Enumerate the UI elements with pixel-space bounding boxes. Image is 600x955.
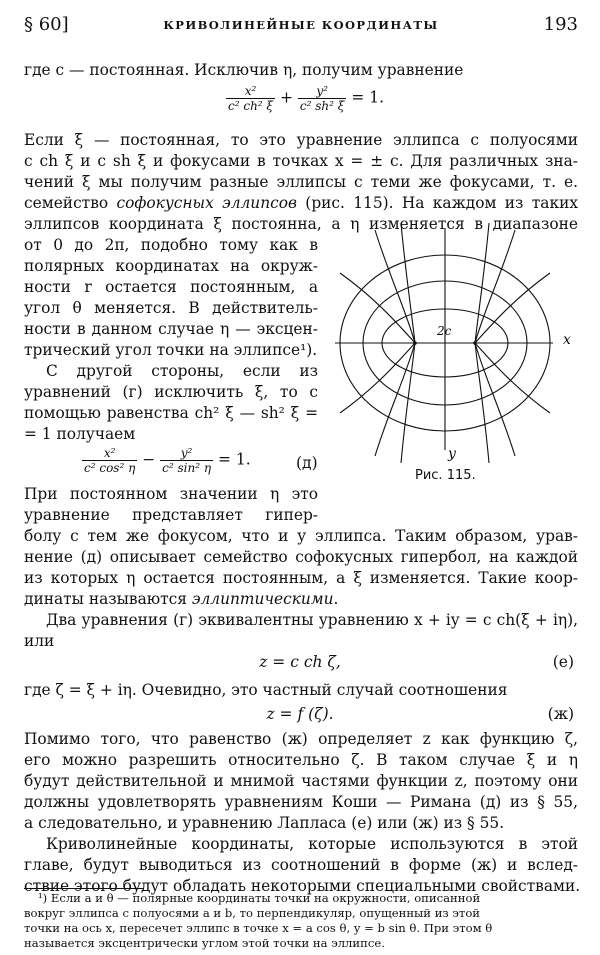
text-line: = 1 получаем <box>24 425 136 443</box>
text-line: будут действительной и мнимой частями функции z, поэтому они <box>24 772 578 790</box>
text-line <box>24 193 578 213</box>
hyperbola-branch <box>475 223 489 343</box>
figure-confocal-conics <box>335 218 580 468</box>
text-line: уравнений (г) исключить ξ, то с <box>24 383 318 401</box>
text-line: Два уравнения (г) эквивалентны уравнению x + iy = c ch(ξ + iη), <box>46 611 578 629</box>
equation-ellipse <box>226 84 384 113</box>
hyperbola-branch <box>475 230 515 343</box>
hyperbola-branch <box>475 343 515 456</box>
y-axis-label: y <box>448 446 456 462</box>
text-line: помощью равенства ch² ξ — sh² ξ = <box>24 404 318 422</box>
text-span: . <box>333 590 339 608</box>
footnote-line: вокруг эллипса с полуосями a и b, то перпендикуляр, опущенный из этой <box>24 906 481 920</box>
text-line: чений ξ мы получим разные эллипсы с теми же фокусами, т. е. <box>24 173 578 191</box>
footnote-line: ¹) Если a и θ — полярные координаты точки на окружности, описанной <box>38 891 481 905</box>
fraction-numerator: y² <box>160 446 213 461</box>
equation-tag: (д) <box>296 454 318 472</box>
text-line: где ζ = ξ + iη. Очевидно, это частный случай соотношения <box>24 681 508 699</box>
text-line: главе, будут выводиться из соотношений в форме (ж) и вслед- <box>24 856 578 874</box>
equation-zh: z = f (ζ). <box>266 705 334 723</box>
text-line: от 0 до 2π, подобно тому как в <box>24 236 318 254</box>
text-line: эллипсов координата ξ постоянна, а η изменяется в диапазоне <box>24 215 578 233</box>
fraction-denominator: c² cos² η <box>84 461 136 475</box>
fraction-numerator: x² <box>82 446 137 461</box>
text-line: ности r остается постоянным, а <box>24 278 318 296</box>
text-span: динаты называются <box>24 590 192 608</box>
figure-caption: Рис. 115. <box>415 468 476 483</box>
page-number: 193 <box>543 14 578 35</box>
minus-sign: − <box>142 450 156 469</box>
focal-distance-label: 2c <box>437 324 452 338</box>
figure-diagram <box>335 218 580 468</box>
footnote-line: называется эксцентрически углом этой точки на эллипсе. <box>24 936 385 950</box>
hyperbola-branch <box>401 223 415 343</box>
hyperbola-branch <box>375 343 415 456</box>
text-line: должны удовлетворять уравнениям Коши — Римана (д) из § 55, <box>24 793 578 811</box>
equation-e: z = c ch ζ, <box>259 653 341 671</box>
hyperbola-branch <box>475 343 489 463</box>
text-line: Если ξ — постоянная, то это уравнение эллипса с полуосями <box>24 131 578 149</box>
equation-rhs: = 1. <box>217 450 251 469</box>
fraction-denominator: c² sh² ξ <box>299 99 345 113</box>
x-axis-label: x <box>563 332 571 348</box>
fraction-denominator: c² sin² η <box>162 461 212 475</box>
text-line: c ch ξ и c sh ξ и фокусами в точках x = ± c. Для различных зна- <box>24 152 578 170</box>
text-line: С другой стороны, если из <box>46 362 318 380</box>
text-line: уравнение представляет гипер- <box>24 506 318 524</box>
running-header <box>24 14 578 38</box>
text-line: где c — постоянная. Исключив η, получим уравнение <box>24 61 464 79</box>
text-line: или <box>24 632 55 650</box>
fraction-denominator: c² ch² ξ <box>228 99 274 113</box>
text-line: полярных координатах на окруж- <box>24 257 318 275</box>
equation-tag: (е) <box>552 653 574 671</box>
chapter-title: КРИВОЛИНЕЙНЫЕ КООРДИНАТЫ <box>163 18 439 32</box>
focus-left <box>413 341 417 345</box>
text-line: его можно разрешить относительно ζ. В таком случае ξ и η <box>24 751 578 769</box>
text-line: из которых η остается постоянным, а ξ изменяется. Такие коор- <box>24 569 578 587</box>
text-span: (рис. 115). На каждом из таких <box>296 194 579 212</box>
fraction-numerator: y² <box>298 84 346 99</box>
footnote-rule <box>24 888 144 889</box>
italic-term: софокусных эллипсов <box>116 194 297 212</box>
text-line: а следовательно, и уравнению Лапласа (е) или (ж) из § 55. <box>24 814 505 832</box>
section-number: § 60] <box>24 14 69 35</box>
text-line: При постоянном значении η это <box>24 485 318 503</box>
text-line: нение (д) описывает семейство софокусных гипербол, на каждой <box>24 548 578 566</box>
equation-rhs: = 1. <box>351 88 385 107</box>
text-line: угол θ меняется. В действитель- <box>24 299 318 317</box>
text-line <box>24 589 578 609</box>
fraction-numerator: x² <box>226 84 275 99</box>
text-line: ности в данном случае η — эксцен- <box>24 320 318 338</box>
focus-right <box>473 341 477 345</box>
text-line: трический угол точки на эллипсе¹). <box>24 341 318 359</box>
equation-hyperbola <box>82 446 251 475</box>
hyperbola-branch <box>375 230 415 343</box>
text-line: Криволинейные координаты, которые используются в этой <box>46 835 578 853</box>
equation-tag: (ж) <box>547 705 574 723</box>
text-line: ствие этого будут обладать некоторыми специальными свойствами. <box>24 877 581 895</box>
plus-sign: + <box>279 88 293 107</box>
text-line: Помимо того, что равенство (ж) определяет z как функцию ζ, <box>24 730 578 748</box>
hyperbola-branch <box>401 343 415 463</box>
text-span: семейство <box>24 194 117 212</box>
italic-term: эллиптическими <box>191 590 334 608</box>
text-line: болу с тем же фокусом, что и у эллипса. Таким образом, урав- <box>24 527 578 545</box>
footnote-line: точки на ось x, пересечет эллипс в точке x = a cos θ, y = b sin θ. При этом θ <box>24 921 493 935</box>
